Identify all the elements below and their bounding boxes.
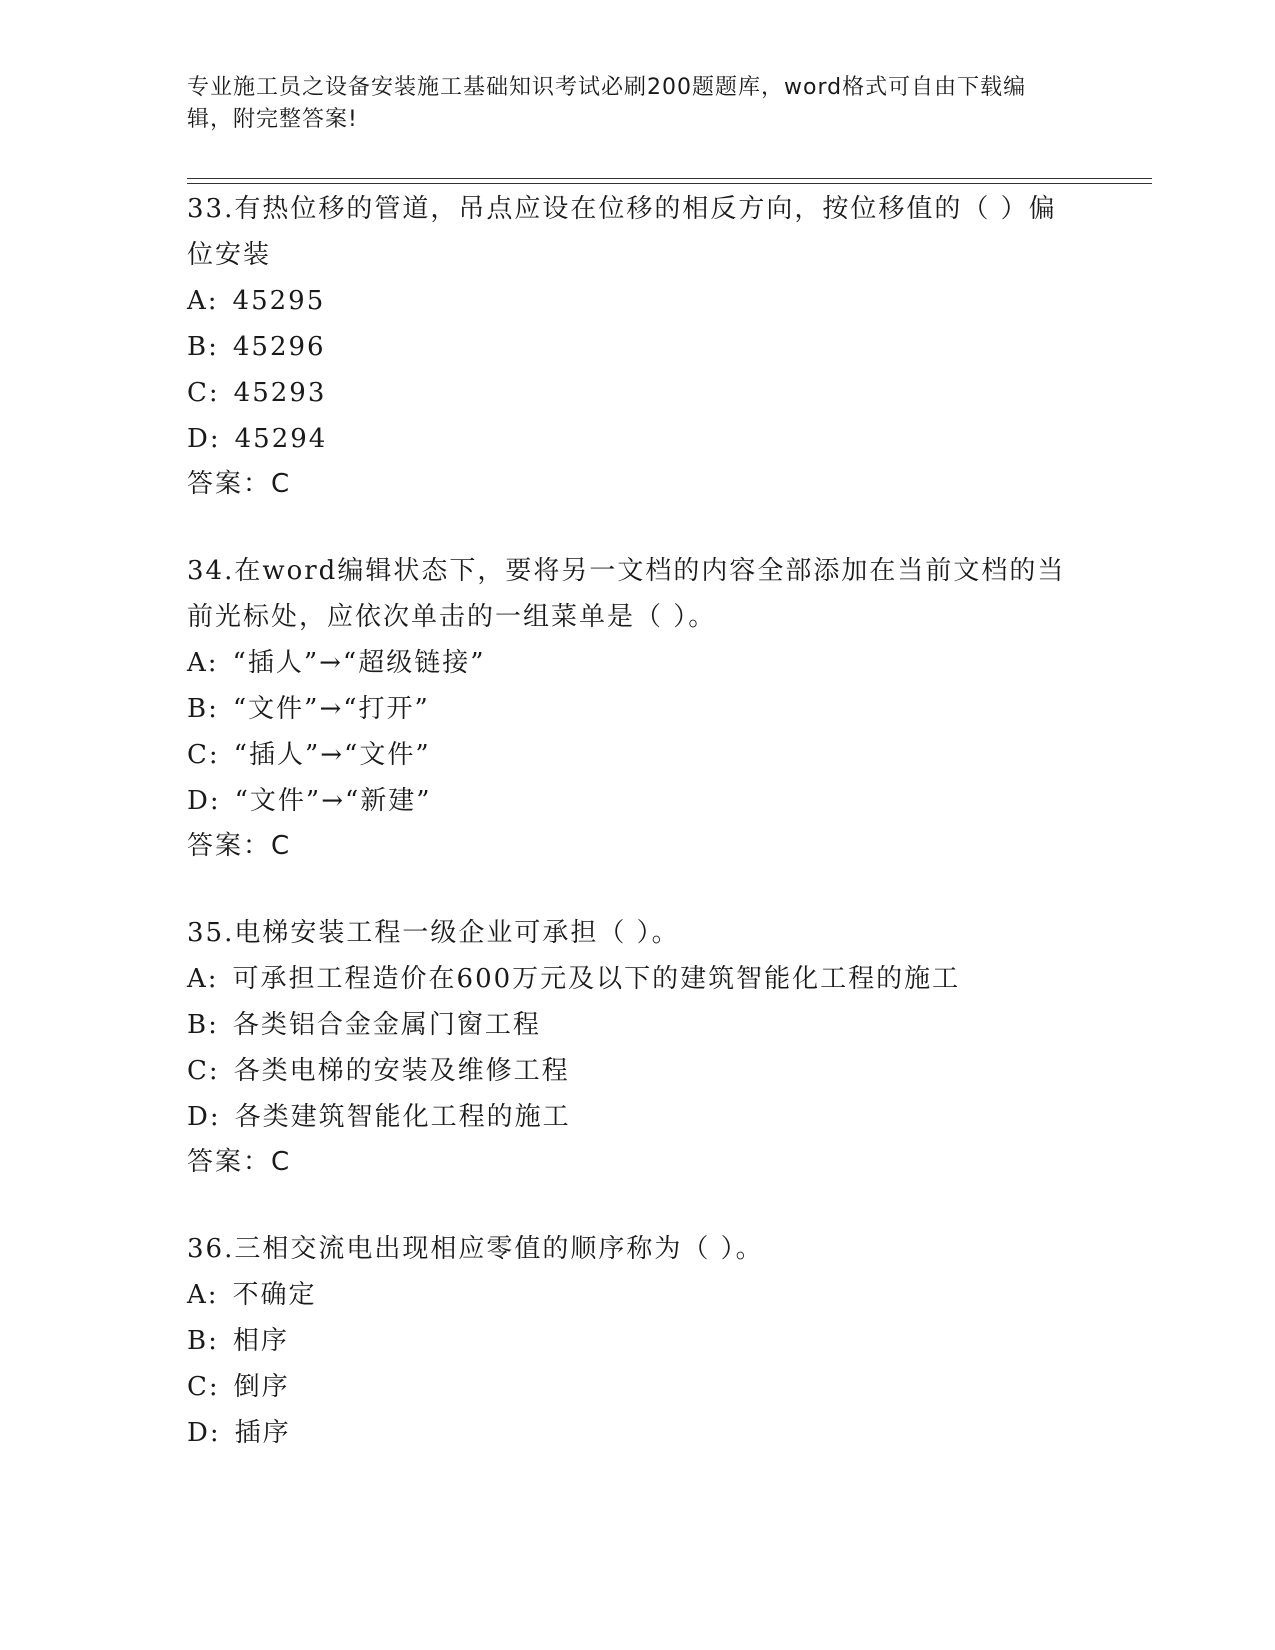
option-separator: : bbox=[207, 286, 219, 316]
option-c bbox=[187, 732, 1067, 778]
option-text: 各类电梯的安装及维修工程 bbox=[233, 1056, 570, 1086]
answer-line bbox=[187, 1140, 1067, 1184]
option-separator: : bbox=[208, 694, 219, 724]
option-letter: D bbox=[187, 1102, 210, 1132]
answer-value: C bbox=[271, 1147, 292, 1177]
question-33 bbox=[187, 186, 1067, 506]
question-35 bbox=[187, 910, 1067, 1184]
option-text: 可承担工程造价在600万元及以下的建筑智能化工程的施工 bbox=[232, 964, 961, 994]
option-separator: : bbox=[208, 740, 220, 770]
document-title: 专业施工员之设备安装施工基础知识考试必刷200题题库，word格式可自由下载编辑，附完整答案! bbox=[187, 75, 1027, 132]
option-a bbox=[187, 640, 1067, 686]
option-b bbox=[187, 1002, 1067, 1048]
option-letter: B bbox=[187, 1010, 209, 1040]
option-c bbox=[187, 1364, 1067, 1410]
option-a bbox=[187, 278, 1067, 324]
option-text: “插人”→“超级链接” bbox=[232, 648, 486, 678]
option-d bbox=[187, 1410, 1067, 1456]
answer-value: C bbox=[271, 831, 292, 861]
option-c bbox=[187, 1048, 1067, 1094]
option-text: 相序 bbox=[232, 1326, 289, 1356]
option-letter: C bbox=[187, 1372, 209, 1402]
option-separator: : bbox=[209, 424, 221, 454]
option-b bbox=[187, 324, 1067, 370]
question-34 bbox=[187, 548, 1067, 868]
option-letter: B bbox=[187, 332, 209, 362]
option-text: 各类建筑智能化工程的施工 bbox=[234, 1102, 571, 1132]
option-text: “文件”→“打开” bbox=[232, 694, 430, 724]
option-letter: C bbox=[187, 740, 209, 770]
option-letter: D bbox=[187, 1418, 210, 1448]
option-text: 各类铝合金金属门窗工程 bbox=[232, 1010, 541, 1040]
option-letter: A bbox=[187, 964, 208, 994]
option-separator: : bbox=[208, 378, 220, 408]
option-d bbox=[187, 416, 1067, 462]
option-text: 45295 bbox=[232, 286, 326, 316]
answer-line bbox=[187, 462, 1067, 506]
option-text: 插序 bbox=[234, 1418, 291, 1448]
option-text: 倒序 bbox=[233, 1372, 290, 1402]
option-a bbox=[187, 1272, 1067, 1318]
option-letter: B bbox=[187, 1326, 209, 1356]
option-letter: B bbox=[187, 694, 209, 724]
option-separator: : bbox=[209, 786, 221, 816]
option-separator: : bbox=[207, 1280, 219, 1310]
header-divider-top bbox=[187, 178, 1152, 179]
option-separator: : bbox=[208, 1056, 220, 1086]
option-text: “插人”→“文件” bbox=[233, 740, 431, 770]
option-separator: : bbox=[208, 1326, 219, 1356]
option-c bbox=[187, 370, 1067, 416]
option-separator: : bbox=[208, 1372, 220, 1402]
option-b bbox=[187, 1318, 1067, 1364]
option-a bbox=[187, 956, 1067, 1002]
question-36 bbox=[187, 1226, 1067, 1456]
option-b bbox=[187, 686, 1067, 732]
answer-line bbox=[187, 824, 1067, 868]
option-letter: A bbox=[187, 1280, 208, 1310]
option-d bbox=[187, 778, 1067, 824]
option-separator: : bbox=[207, 964, 219, 994]
question-stem: 33.有热位移的管道，吊点应设在位移的相反方向，按位移值的（ ）偏位安装 bbox=[187, 194, 1057, 270]
option-separator: : bbox=[209, 1418, 221, 1448]
option-text: “文件”→“新建” bbox=[234, 786, 432, 816]
option-text: 45296 bbox=[232, 332, 326, 362]
option-separator: : bbox=[208, 1010, 219, 1040]
option-text: 45294 bbox=[234, 424, 328, 454]
option-letter: A bbox=[187, 648, 208, 678]
answer-label: 答案： bbox=[187, 1147, 272, 1177]
option-letter: D bbox=[187, 786, 210, 816]
answer-label: 答案： bbox=[187, 469, 272, 499]
answer-label: 答案： bbox=[187, 831, 272, 861]
option-letter: C bbox=[187, 1056, 209, 1086]
option-separator: : bbox=[207, 648, 219, 678]
question-stem: 34.在word编辑状态下，要将另一文档的内容全部添加在当前文档的当前光标处，应依次单击的一组菜单是（ ）。 bbox=[187, 556, 1066, 632]
option-d bbox=[187, 1094, 1067, 1140]
option-letter: D bbox=[187, 424, 210, 454]
question-stem: 36.三相交流电出现相应零值的顺序称为（ ）。 bbox=[187, 1234, 764, 1264]
option-text: 不确定 bbox=[232, 1280, 317, 1310]
option-text: 45293 bbox=[233, 378, 327, 408]
option-letter: C bbox=[187, 378, 209, 408]
option-separator: : bbox=[209, 1102, 221, 1132]
option-letter: A bbox=[187, 286, 208, 316]
answer-value: C bbox=[271, 469, 292, 499]
question-stem: 35.电梯安装工程一级企业可承担（ ）。 bbox=[187, 918, 680, 948]
option-separator: : bbox=[208, 332, 219, 362]
header-divider-bottom bbox=[187, 183, 1152, 184]
